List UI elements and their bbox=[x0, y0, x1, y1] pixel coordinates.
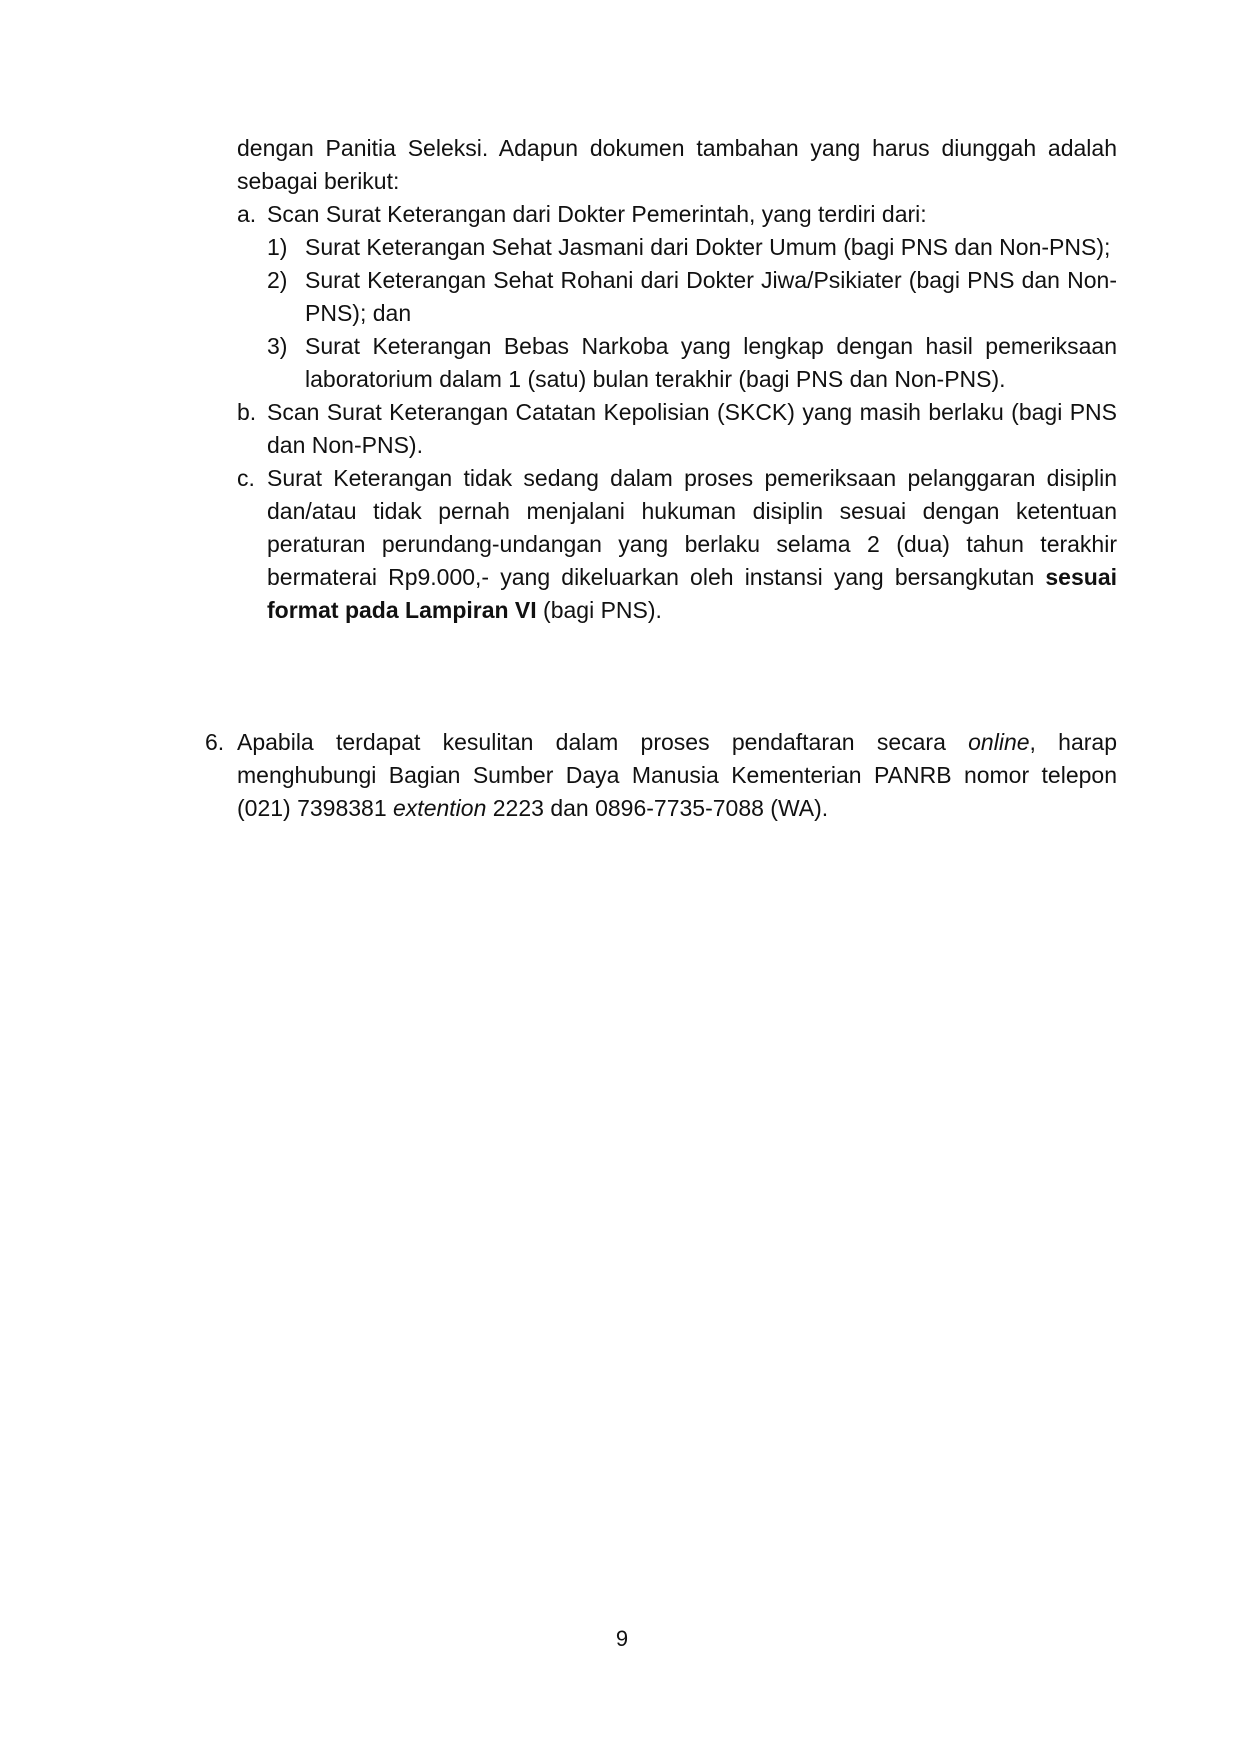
sub-item-3 bbox=[267, 330, 1117, 396]
list-item-6 bbox=[205, 726, 1117, 825]
list-item-a bbox=[237, 198, 1117, 396]
text-part: Apabila terdapat kesulitan dalam proses pendaftaran secara bbox=[237, 729, 969, 755]
lampiran-reference: sesuai format pada Lampiran VI bbox=[267, 564, 1117, 623]
list-item-c-text bbox=[267, 462, 1117, 627]
list-item-a-text: Scan Surat Keterangan dari Dokter Pemerintah, yang terdiri dari: bbox=[267, 201, 927, 227]
list-marker: c. bbox=[237, 465, 255, 491]
list-item-c bbox=[237, 462, 1117, 627]
sub-marker: 2) bbox=[267, 267, 288, 293]
sub-item-2 bbox=[267, 264, 1117, 330]
page-number: 9 bbox=[615, 1626, 629, 1651]
list-item-b bbox=[237, 396, 1117, 462]
intro-paragraph: dengan Panitia Seleksi. Adapun dokumen tambahan yang harus diunggah adalah sebagai berikut: bbox=[237, 135, 1117, 194]
list-item-b-text: Scan Surat Keterangan Catatan Kepolisian (SKCK) yang masih berlaku (bagi PNS dan Non-PNS). bbox=[267, 399, 1117, 458]
list-item-c-text-end: (bagi PNS). bbox=[536, 597, 662, 623]
list-marker: a. bbox=[237, 201, 257, 227]
sub-item-text: Surat Keterangan Sehat Jasmani dari Dokter Umum (bagi PNS dan Non-PNS); bbox=[305, 234, 1111, 260]
list-marker: 6. bbox=[205, 729, 225, 755]
sub-marker: 1) bbox=[267, 234, 288, 260]
sub-item-text: Surat Keterangan Bebas Narkoba yang lengkap dengan hasil pemeriksaan laboratorium dalam 1 (satu) bulan terakhir (bagi PNS dan Non-PNS). bbox=[305, 333, 1117, 392]
list-item-6-text bbox=[237, 726, 1117, 825]
text-part: , harap menghubungi Bagian Sumber Daya Manusia Kementerian PANRB nomor telepon (021) 7398381 bbox=[237, 729, 1117, 821]
list-marker: b. bbox=[237, 399, 257, 425]
sub-marker: 3) bbox=[267, 333, 288, 359]
list-item-c-text-part: Surat Keterangan tidak sedang dalam proses pemeriksaan pelanggaran disiplin dan/atau tidak pernah menjalani hukuman disiplin sesuai dengan ketentuan peraturan perundang-undangan yang berlaku selama 2 (dua) tahun terakhir bermaterai Rp9.000,- yang dikeluarkan oleh instansi yang bersangkutan bbox=[267, 465, 1117, 590]
sub-item-text: Surat Keterangan Sehat Rohani dari Dokter Jiwa/Psikiater (bagi PNS dan Non-PNS); dan bbox=[305, 267, 1117, 326]
italic-term-online: online bbox=[968, 729, 1030, 755]
text-part: 2223 dan 0896-7735-7088 (WA). bbox=[486, 795, 829, 821]
list-item-a-body bbox=[267, 198, 1117, 396]
sub-item-1 bbox=[267, 231, 1117, 264]
document-body bbox=[237, 132, 1117, 627]
italic-term-extention: extention bbox=[393, 795, 487, 821]
